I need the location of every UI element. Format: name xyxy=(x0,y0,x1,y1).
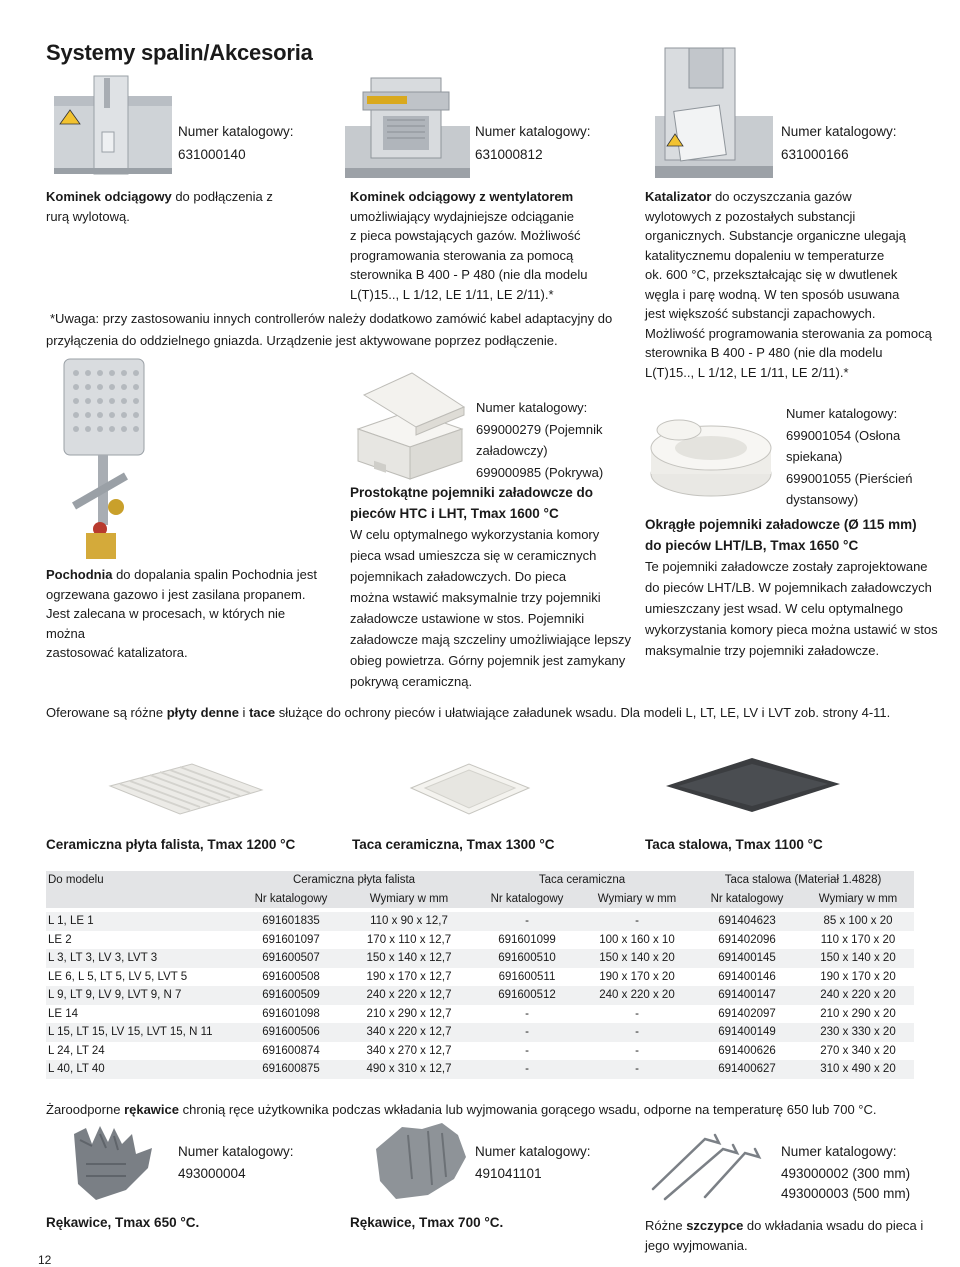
product-5-line: W celu optymalnego wykorzystania komory xyxy=(350,527,600,542)
product-3-name: Katalizator xyxy=(645,189,712,204)
product-2-cat-label: Numer katalogowy: xyxy=(475,124,591,139)
table-header: Wymiary w mm xyxy=(346,890,472,909)
product-5-line: pojemnikach załadowczych. Do pieca xyxy=(350,569,567,584)
product-6-line: umieszczany jest wsad. W celu optymalnego xyxy=(645,601,903,616)
table-cell: 150 x 140 x 12,7 xyxy=(346,949,472,968)
table-cell: 150 x 140 x 20 xyxy=(802,949,914,968)
table-cell: - xyxy=(472,1060,582,1079)
table-cell: 691601097 xyxy=(236,931,346,950)
table-row xyxy=(46,986,914,1005)
product-5-line: załadowcze ustawione w stos. Pojemniki xyxy=(350,611,585,626)
table-cell: - xyxy=(472,1042,582,1061)
product-5-title: Prostokątne pojemniki załadowcze do xyxy=(350,485,594,500)
product-4-line: zastosować katalizatora. xyxy=(46,645,188,660)
table-cell: 691404623 xyxy=(692,912,802,931)
note-line: przyłączenia do oddzielnego gniazda. Urządzenie jest aktywowane poprzez podłączenie. xyxy=(46,333,558,348)
table-row xyxy=(46,1005,914,1024)
tongs-caption xyxy=(645,1216,935,1256)
product-2-name: Kominek odciągowy z wentylatorem xyxy=(350,189,574,204)
product-5-cat xyxy=(476,397,636,483)
leather-glove-image xyxy=(372,1119,472,1203)
product-3-line: L(T)15.., L 1/12, LE 1/11, LE 2/11).* xyxy=(645,364,849,380)
table-cell: 340 x 270 x 12,7 xyxy=(346,1042,472,1061)
note-line: *Uwaga: przy zastosowaniu innych controllerów należy dodatkowo zamówić kabel adaptacyjny do xyxy=(50,311,613,326)
plates-intro-bold: płyty denne xyxy=(166,705,239,720)
table-cell: LE 6, L 5, LT 5, LV 5, LVT 5 xyxy=(46,968,236,987)
product-4-text: do dopalania spalin Pochodnia jest xyxy=(112,567,317,582)
table-cell: 691601099 xyxy=(472,931,582,950)
table-cell: 691600511 xyxy=(472,968,582,987)
plates-intro-bold: tace xyxy=(249,705,276,720)
table-cell: - xyxy=(582,1023,692,1042)
table-cell: L 15, LT 15, LV 15, LVT 15, N 11 xyxy=(46,1023,236,1042)
product-3-description xyxy=(645,187,935,382)
table-cell: 691600508 xyxy=(236,968,346,987)
glove-2-cat-label: Numer katalogowy: xyxy=(475,1144,591,1159)
table-cell: - xyxy=(472,1023,582,1042)
table-cell: 210 x 290 x 12,7 xyxy=(346,1005,472,1024)
table-cell: 190 x 170 x 12,7 xyxy=(346,968,472,987)
product-5-line: pokrywą ceramiczną. xyxy=(350,674,473,689)
table-cell: 110 x 170 x 20 xyxy=(802,931,914,950)
product-2-line: L(T)15.., L 1/12, LE 1/11, LE 2/11).* xyxy=(350,286,554,302)
product-1-name: Kominek odciągowy xyxy=(46,189,172,204)
plates-table xyxy=(46,871,914,1079)
gloves-intro-text: chronią ręce użytkownika podczas wkładania lub wyjmowania gorącego wsadu, odporne na temperaturę 650 lub 700 °C. xyxy=(179,1102,877,1117)
table-cell: - xyxy=(582,1005,692,1024)
table-header: Nr katalogowy xyxy=(472,890,582,909)
tongs-image xyxy=(645,1129,770,1207)
steel-tray-image xyxy=(660,752,845,816)
product-6-title: Okrągłe pojemniki załadowcze (Ø 115 mm) xyxy=(645,517,917,532)
table-row xyxy=(46,912,914,931)
table-cell: 100 x 160 x 10 xyxy=(582,931,692,950)
rectangular-crucible-image xyxy=(350,367,468,483)
product-1-cat-label: Numer katalogowy: xyxy=(178,124,294,139)
table-header: Taca stalowa (Materiał 1.4828) xyxy=(692,871,914,890)
table-cell: 691400149 xyxy=(692,1023,802,1042)
product-3-cat-number: 631000166 xyxy=(781,147,849,162)
table-row xyxy=(46,949,914,968)
chimney-hood-image xyxy=(46,72,176,176)
table-header: Nr katalogowy xyxy=(692,890,802,909)
product-2-cat-number: 631000812 xyxy=(475,147,543,162)
round-crucible-image xyxy=(645,416,775,504)
product-3-line: węgla i parę wodną. W ten sposób usuwana xyxy=(645,286,900,302)
gloves-intro-text: Żaroodporne xyxy=(46,1102,125,1117)
table-cell: 691400627 xyxy=(692,1060,802,1079)
product-3-line: ok. 600 °C, przekształcając się w dwutlenek xyxy=(645,267,898,282)
table-row xyxy=(46,931,914,950)
product-2-line: sterownika B 400 - P 480 (nie dla modelu xyxy=(350,267,588,282)
product-2-line: programowania sterowania za pomocą xyxy=(350,247,574,263)
product-6-cat-number: 699001055 (Pierścień xyxy=(786,470,913,486)
product-3-line: sterownika B 400 - P 480 (nie dla modelu xyxy=(645,345,883,360)
table-cell: L 1, LE 1 xyxy=(46,912,236,931)
table-cell: 691400146 xyxy=(692,968,802,987)
controller-note xyxy=(46,308,636,352)
table-header: Ceramiczna płyta falista xyxy=(236,871,472,890)
product-1-cat-number: 631000140 xyxy=(178,147,246,162)
product-5-cat-number: 699000985 (Pokrywa) xyxy=(476,464,604,480)
table-cell: 170 x 110 x 12,7 xyxy=(346,931,472,950)
product-3-line: Możliwość programowania sterowania za pomocą xyxy=(645,325,932,341)
product-5-description xyxy=(350,482,640,692)
table-cell: L 9, LT 9, LV 9, LVT 9, N 7 xyxy=(46,986,236,1005)
table-header: Wymiary w mm xyxy=(802,890,914,909)
table-subheader-row xyxy=(46,890,914,909)
product-4-line: Jest zalecana w procesach, w których nie można xyxy=(46,606,286,641)
product-3-text: do oczyszczania gazów xyxy=(711,189,852,204)
product-6-cat-label: Numer katalogowy: xyxy=(786,406,898,421)
ceramic-tray-image xyxy=(405,758,535,818)
table-cell: 691600874 xyxy=(236,1042,346,1061)
table-cell: 691600510 xyxy=(472,949,582,968)
table-cell: 190 x 170 x 20 xyxy=(582,968,692,987)
glove-1-caption: Rękawice, Tmax 650 °C. xyxy=(46,1215,200,1230)
product-6-line: Te pojemniki załadowcze zostały zaprojektowane xyxy=(645,559,928,574)
tongs-caption-text: do wkładania wsadu do pieca i xyxy=(743,1218,924,1233)
table-header: Nr katalogowy xyxy=(236,890,346,909)
table-cell: 110 x 90 x 12,7 xyxy=(346,912,472,931)
table-cell: 490 x 310 x 12,7 xyxy=(346,1060,472,1079)
table-header-empty xyxy=(46,890,236,909)
table-row xyxy=(46,968,914,987)
table-header: Do modelu xyxy=(46,871,236,890)
gloves-intro xyxy=(46,1100,926,1120)
table-cell: - xyxy=(582,1060,692,1079)
gloves-intro-bold: rękawice xyxy=(124,1102,179,1117)
product-3-line: jest większość substancji zapachowych. xyxy=(645,306,876,321)
plate-caption-1: Ceramiczna płyta falista, Tmax 1200 °C xyxy=(46,837,296,852)
table-cell: 691600875 xyxy=(236,1060,346,1079)
table-cell: 150 x 140 x 20 xyxy=(582,949,692,968)
product-3-cat-label: Numer katalogowy: xyxy=(781,124,897,139)
table-cell: 691400147 xyxy=(692,986,802,1005)
product-5-cat-number: załadowczy) xyxy=(476,443,548,458)
product-6-line: maksymalnie trzy pojemniki załadowcze. xyxy=(645,643,880,658)
product-6-line: wykorzystania komory pieca można ustawić w stos xyxy=(645,622,938,637)
tongs-cat-number: 493000003 (500 mm) xyxy=(781,1186,911,1201)
product-5-line: obieg powietrza. Górny pojemnik jest zamykany xyxy=(350,653,626,668)
table-cell: LE 14 xyxy=(46,1005,236,1024)
table-cell: - xyxy=(472,1005,582,1024)
product-6-title: do pieców LHT/LB, Tmax 1650 °C xyxy=(645,538,859,553)
table-cell: L 3, LT 3, LV 3, LVT 3 xyxy=(46,949,236,968)
product-6-cat-number: 699001054 (Osłona xyxy=(786,427,901,443)
table-cell: 691400626 xyxy=(692,1042,802,1061)
table-row xyxy=(46,1060,914,1079)
table-cell: 691402097 xyxy=(692,1005,802,1024)
table-cell: 240 x 220 x 20 xyxy=(802,986,914,1005)
plate-caption-3: Taca stalowa, Tmax 1100 °C xyxy=(645,837,823,852)
product-2-line: umożliwiający wydajniejsze odciąganie xyxy=(350,208,575,224)
product-3-line: katalitycznemu dopaleniu w temperaturze xyxy=(645,247,885,263)
table-cell: 230 x 330 x 20 xyxy=(802,1023,914,1042)
product-2-description xyxy=(350,187,620,304)
product-5-line: pieca wsad umieszcza się w ceramicznych xyxy=(350,548,597,563)
product-4-description xyxy=(46,565,326,663)
product-2-line: z pieca powstających gazów. Możliwość xyxy=(350,228,581,243)
table-cell: 270 x 340 x 20 xyxy=(802,1042,914,1061)
table-cell: 240 x 220 x 20 xyxy=(582,986,692,1005)
table-cell: L 24, LT 24 xyxy=(46,1042,236,1061)
table-cell: 240 x 220 x 12,7 xyxy=(346,986,472,1005)
glove-2-cat-number: 491041101 xyxy=(475,1166,542,1181)
product-5-line: można wstawić maksymalnie trzy pojemniki xyxy=(350,590,601,605)
table-cell: 85 x 100 x 20 xyxy=(802,912,914,931)
plates-intro-text: służące do ochrony pieców i ułatwiające załadunek wsadu. Dla modeli L, LT, LE, LV i LVT zob. strony 4-11. xyxy=(275,705,891,720)
product-6-line: do pieców LHT/LB. W pojemnikach załadowczych xyxy=(645,580,932,595)
product-3-line: wylotowych z pozostałych substancji xyxy=(645,208,856,224)
tongs-cat-number: 493000002 (300 mm) xyxy=(781,1166,911,1181)
table-cell: 691402096 xyxy=(692,931,802,950)
plate-caption-2: Taca ceramiczna, Tmax 1300 °C xyxy=(352,837,555,852)
table-header: Wymiary w mm xyxy=(582,890,692,909)
table-cell: 691601098 xyxy=(236,1005,346,1024)
product-6-cat-number: spiekana) xyxy=(786,449,843,464)
table-row xyxy=(46,1042,914,1061)
table-cell: LE 2 xyxy=(46,931,236,950)
product-4-name: Pochodnia xyxy=(46,567,113,582)
chimney-fan-image xyxy=(345,70,470,178)
product-6-description xyxy=(645,514,945,661)
table-cell: 691600509 xyxy=(236,986,346,1005)
glove-2-caption: Rękawice, Tmax 700 °C. xyxy=(350,1215,504,1230)
product-5-cat-label: Numer katalogowy: xyxy=(476,400,588,415)
product-5-cat-number: 699000279 (Pojemnik xyxy=(476,421,603,437)
table-cell: - xyxy=(582,912,692,931)
tongs-caption-bold: szczypce xyxy=(686,1218,744,1233)
page-number: 12 xyxy=(38,1253,52,1267)
product-6-cat xyxy=(786,403,936,511)
glove-1-cat-number: 493000004 xyxy=(178,1166,246,1181)
table-header: Taca ceramiczna xyxy=(472,871,692,890)
table-cell: 691600507 xyxy=(236,949,346,968)
plates-intro-text: Oferowane są różne xyxy=(46,705,167,720)
table-cell: 691601835 xyxy=(236,912,346,931)
tongs-caption-line: jego wyjmowania. xyxy=(645,1238,748,1253)
product-5-line: załadowcze mają szczeliny umożliwiające lepszy xyxy=(350,632,632,647)
table-cell: - xyxy=(582,1042,692,1061)
table-cell: 691600506 xyxy=(236,1023,346,1042)
table-cell: 190 x 170 x 20 xyxy=(802,968,914,987)
product-3-line: organicznych. Substancje organiczne ulegają xyxy=(645,228,906,243)
catalyst-image xyxy=(655,46,773,178)
table-row xyxy=(46,1023,914,1042)
table-cell: 691600512 xyxy=(472,986,582,1005)
table-cell: 340 x 220 x 12,7 xyxy=(346,1023,472,1042)
product-1-text: do podłączenia z rurą wylotową. xyxy=(46,189,273,224)
product-1-description xyxy=(46,187,286,226)
tongs-caption-text: Różne xyxy=(645,1218,687,1233)
plates-intro-text: i xyxy=(238,705,250,720)
table-cell: - xyxy=(472,912,582,931)
tongs-cat-label: Numer katalogowy: xyxy=(781,1144,897,1159)
page-title: Systemy spalin/Akcesoria xyxy=(46,40,313,65)
table-cell: 691400145 xyxy=(692,949,802,968)
product-5-title: pieców HTC i LHT, Tmax 1600 °C xyxy=(350,506,559,521)
table-cell: 310 x 490 x 20 xyxy=(802,1060,914,1079)
corrugated-plate-image xyxy=(100,760,270,818)
product-4-line: ogrzewana gazowo i jest zasilana propanem. xyxy=(46,586,306,602)
glove-1-cat-label: Numer katalogowy: xyxy=(178,1144,294,1159)
table-header-row xyxy=(46,871,914,890)
burner-torch-image xyxy=(46,357,158,562)
table-cell: L 40, LT 40 xyxy=(46,1060,236,1079)
product-6-cat-number: dystansowy) xyxy=(786,492,859,507)
table-cell: 210 x 290 x 20 xyxy=(802,1005,914,1024)
knitted-glove-image xyxy=(56,1124,166,1206)
plates-intro xyxy=(46,703,926,723)
